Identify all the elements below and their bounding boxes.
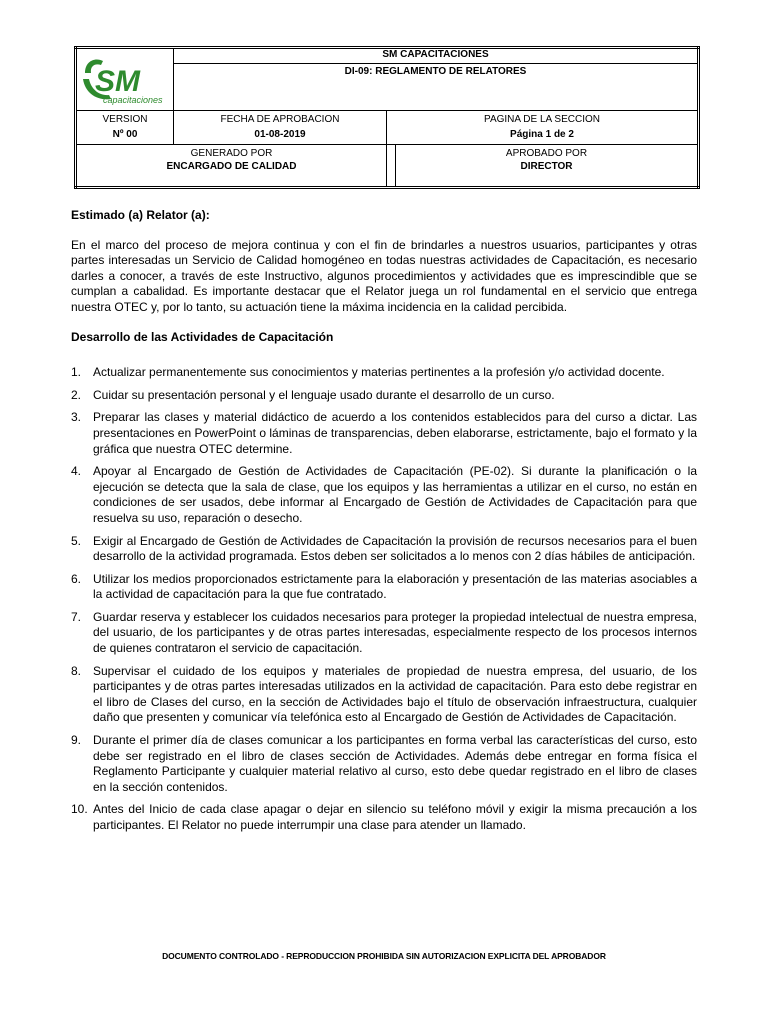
list-item — [71, 534, 697, 565]
version-cell — [76, 111, 174, 145]
list-item-text: Guardar reserva y establecer los cuidados necesarios para proteger la propiedad intelectual de nuestra empresa, del usuario, de los participantes y de otras partes interesadas, especialmente respecto de los procesos internos de quienes contrataron el servicio de capacitación. — [93, 609, 697, 656]
company-name: SM CAPACITACIONES — [174, 48, 699, 64]
list-item-text: Cuidar su presentación personal y el lenguaje usado durante el desarrollo de un curso. — [93, 387, 555, 402]
list-item-text: Supervisar el cuidado de los equipos y materiales de propiedad de nuestra empresa, del usuario, de los participantes y de otras partes interesadas utilizados en la actividad de capacitación. Para esto debe registrar en el libro de Clases del curso, en la sección de Actividades bajo el título de observación infraestructura, cualquier daño que presenten y comunicar vía telefónica esto al Encargado de Gestión de Actividades de Capacitación. — [93, 663, 697, 725]
list-item — [71, 610, 697, 657]
approval-date-value: 01-08-2019 — [254, 129, 306, 140]
intro-paragraph: En el marco del proceso de mejora continua y con el fin de brindarles a nuestros usuarios, participantes y otras partes interesadas un Servicio de Calidad homogéneo en todas nuestras actividades de Capacitación, es necesario darles a conocer, a través de este Instructivo, algunos procedimientos y actividades que es imprescindible que se cumplan a cabalidad. Es importante destacar que el Relator juega un rol fundamental en el servicio que entrega nuestra OTEC y, por lo tanto, su actuación tiene la máxima incidencia en la calidad percibida. — [71, 237, 697, 314]
list-item-text: Antes del Inicio de cada clase apagar o dejar en silencio su teléfono móvil y exigir la misma precaución a los participantes. El Relator no puede interrumpir una clase para atender un llamado. — [93, 802, 697, 832]
logo-cell — [76, 48, 174, 111]
greeting: Estimado (a) Relator (a): — [71, 208, 210, 222]
version-label: VERSION — [102, 114, 148, 125]
spacer-cell — [387, 145, 396, 188]
list-item — [71, 664, 697, 726]
list-item-text: Exigir al Encargado de Gestión de Actividades de Capacitación la provisión de recursos necesarios para el buen desarrollo de la actividad programada. Estos deben ser solicitados a lo menos con 2 días hábiles de anticipación. — [93, 533, 697, 564]
approved-by-value: DIRECTOR — [520, 161, 573, 172]
logo-subtext: capacitaciones — [103, 95, 163, 105]
list-item — [71, 802, 697, 833]
document-header-table — [74, 46, 700, 189]
section-title: Desarrollo de las Actividades de Capacitación — [71, 329, 334, 344]
page-value: Página 1 de 2 — [510, 129, 574, 140]
list-item — [71, 572, 697, 603]
list-item-number: 9. — [71, 733, 82, 748]
list-item-text: Apoyar al Encargado de Gestión de Actividades de Capacitación (PE-02). Si durante la planificación o la ejecución se detecta que la sala de clase, que los equipos y las herramientas a utilizar en el curso, no están en condiciones de ser usados, debe informar al Encargado de Gestión de Actividades de Capacitación para que resuelva su uso, reparación o desecho. — [93, 464, 697, 525]
list-item-number: 6. — [71, 571, 82, 586]
activities-list — [71, 365, 697, 833]
page-cell — [387, 111, 699, 145]
generated-by-label: GENERADO POR — [190, 148, 273, 159]
list-item-number: 10. — [71, 802, 88, 817]
approved-by-cell — [396, 145, 699, 188]
list-item-text: Actualizar permanentemente sus conocimientos y materias pertinentes a la profesión y/o actividad docente. — [93, 365, 665, 380]
list-item-number: 3. — [71, 410, 82, 425]
logo-text: SM — [95, 65, 140, 98]
approval-date-label: FECHA DE APROBACION — [220, 114, 340, 125]
document-title: DI-09: REGLAMENTO DE RELATORES — [174, 64, 699, 111]
list-item — [71, 733, 697, 795]
list-item-text: Durante el primer día de clases comunicar a los participantes en forma verbal las características del curso, esto debe ser registrado en el libro de clases sección de Actividades. Además debe entregar en forma física el Reglamento Participante y cualquier material relativo al curso, esto debe quedar registrado en el libro de clases en la sección contenidos. — [93, 733, 697, 794]
document-body — [71, 208, 697, 841]
approved-by-label: APROBADO POR — [505, 148, 588, 159]
generated-by-value: ENCARGADO DE CALIDAD — [166, 161, 297, 172]
list-item-number: 8. — [71, 663, 82, 678]
list-item-text: Utilizar los medios proporcionados estrictamente para la elaboración y presentación de las materias asociables a la actividad de capacitación para la que fue contratado. — [93, 571, 697, 602]
list-item — [71, 464, 697, 526]
list-item-number: 7. — [71, 609, 82, 624]
list-item-text: Preparar las clases y material didáctico de acuerdo a los contenidos establecidos para del curso a dictar. Las presentaciones en PowerPoint o láminas de transparencias, deben elaborarse, estrictamente, bajo el formato y la gráfica que nuestra OTEC determine. — [93, 410, 697, 456]
list-item-number: 4. — [71, 464, 82, 479]
page-label: PAGINA DE LA SECCION — [484, 114, 600, 125]
list-item — [71, 365, 697, 381]
list-item-number: 5. — [71, 533, 82, 548]
list-item — [71, 410, 697, 457]
sm-logo — [81, 53, 169, 107]
approval-date-cell — [174, 111, 387, 145]
list-item-number: 2. — [71, 387, 82, 402]
list-item — [71, 388, 697, 404]
version-value: Nº 00 — [112, 129, 138, 140]
generated-by-cell — [76, 145, 387, 188]
footer-notice: DOCUMENTO CONTROLADO - REPRODUCCION PROHIBIDA SIN AUTORIZACION EXPLICITA DEL APROBADOR — [162, 951, 606, 961]
list-item-number: 1. — [71, 365, 82, 380]
